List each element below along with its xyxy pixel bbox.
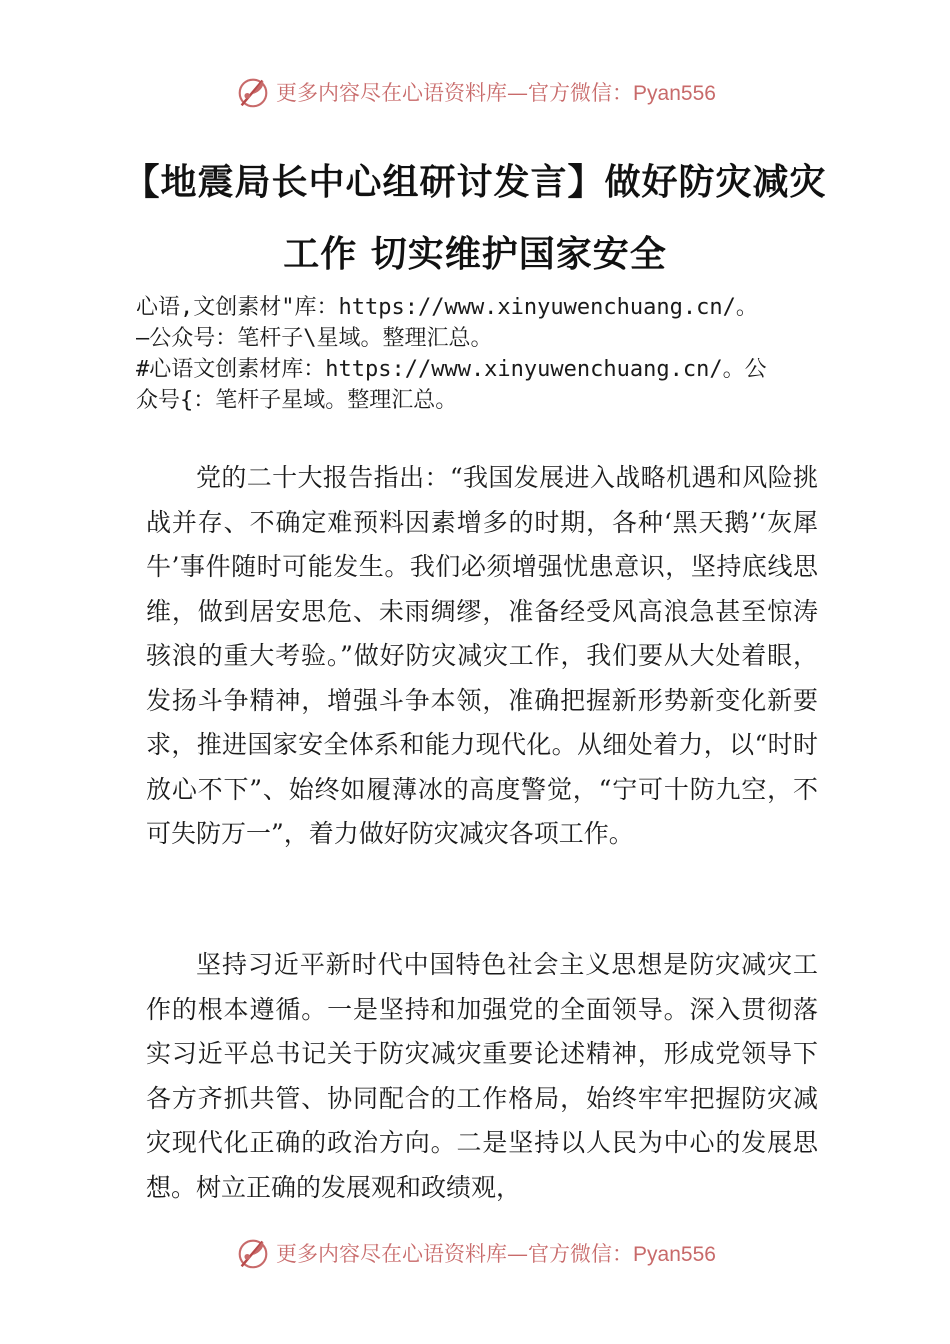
footer-banner (0, 1231, 950, 1275)
wechat-id: Pyan556 (633, 82, 716, 105)
body-paragraph-1: 党的二十大报告指出：“我国发展进入战略机遇和风险挑战并存、不确定难预料因素增多的时期，各种‘黑天鹅’‘灰犀牛’事件随时可能发生。我们必须增强忧患意识，坚持底线思维，做到居安思危、未雨绸缪，准备经受风高浪急甚至惊涛骇浪的重大考验。”做好防灾减灾工作，我们要从大处着眼，发扬斗争精神，增强斗争本领，准确把握新形势新变化新要求，推进国家安全体系和能力现代化。从细处着力，以“时时放心不下”、始终如履薄冰的高度警觉，“宁可十防九空，不可失防万一”，着力做好防灾减灾各项工作。 (146, 463, 818, 848)
source-note-line: 众号{：笔杆子星域。整理汇总。 (136, 388, 458, 413)
source-note-line: 心语,文创素材"库：https://www.xinyuwenchuang.cn/。 (136, 295, 758, 320)
footer-banner-text: 更多内容尽在心语资料库—官方微信：Pyan556 (276, 1242, 716, 1266)
source-note-line: —公众号：笔杆子\星域。整理汇总。 (136, 326, 493, 351)
source-notes (136, 292, 836, 416)
source-note-line: #心语文创素材库：https://www.xinyuwenchuang.cn/。公 (136, 357, 767, 382)
document-title-line-1: 【地震局长中心组研讨发言】做好防灾减灾 (123, 162, 827, 203)
document-title-line-2: 工作 切实维护国家安全 (283, 234, 667, 275)
quill-pen-logo-icon (234, 1234, 272, 1272)
header-banner (0, 70, 950, 114)
header-banner-text: 更多内容尽在心语资料库—官方微信：Pyan556 (276, 81, 716, 105)
wechat-id: Pyan556 (633, 1243, 716, 1266)
body-paragraph-2: 坚持习近平新时代中国特色社会主义思想是防灾减灾工作的根本遵循。一是坚持和加强党的全面领导。深入贯彻落实习近平总书记关于防灾减灾重要论述精神，形成党领导下各方齐抓共管、协同配合的工作格局，始终牢牢把握防灾减灾现代化正确的政治方向。二是坚持以人民为中心的发展思想。树立正确的发展观和政绩观， (146, 950, 818, 1202)
quill-pen-logo-icon (234, 73, 272, 111)
